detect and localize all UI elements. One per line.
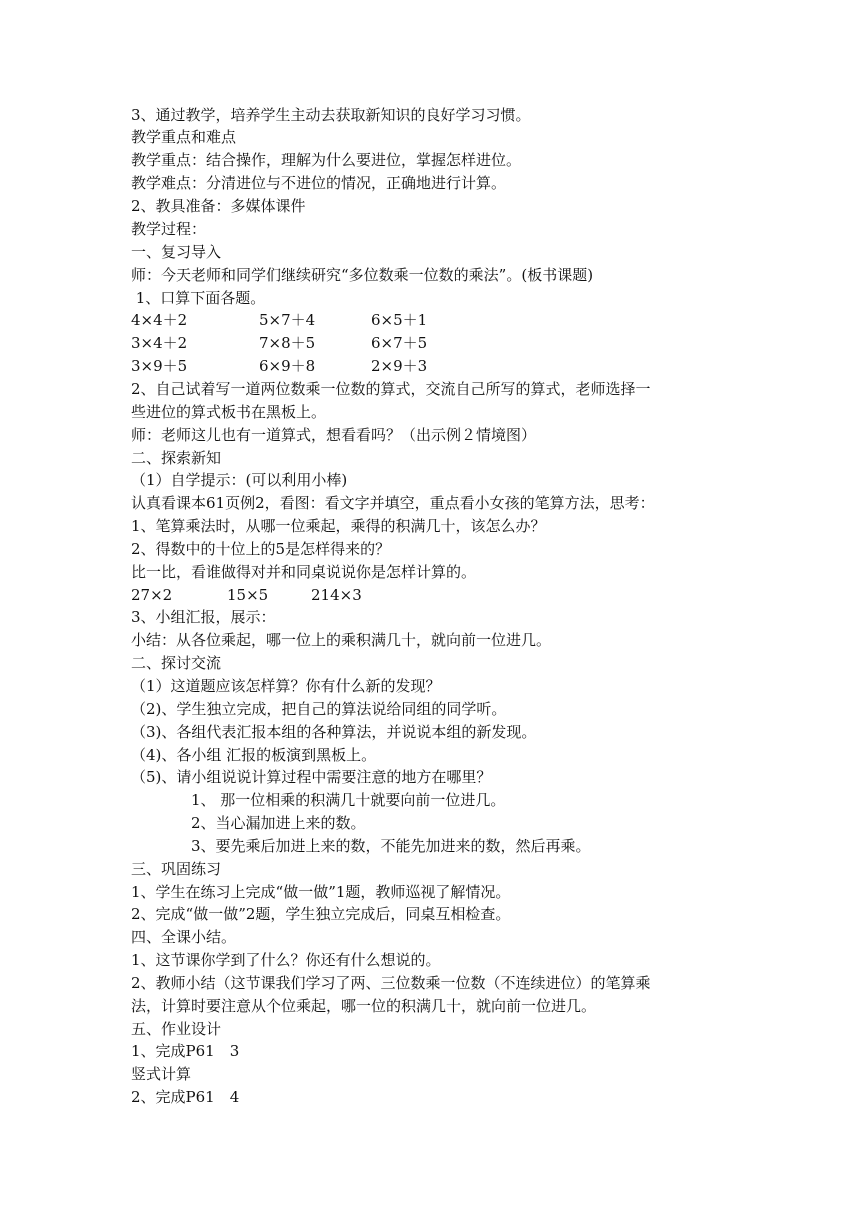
oral-calc-item: 3×4＋2 bbox=[131, 334, 188, 352]
text-line: 1、完成P61 3 bbox=[131, 1042, 240, 1060]
text-line: 1、学生在练习上完成“做一做”1题，教师巡视了解情况。 bbox=[131, 883, 511, 901]
section-heading: 五、作业设计 bbox=[131, 1020, 222, 1038]
oral-calc-item: 3×9＋5 bbox=[131, 357, 188, 375]
oral-calc-item: 2×9＋3 bbox=[371, 357, 428, 375]
oral-calc-item: 5×7＋4 bbox=[259, 311, 316, 329]
oral-calc-item: 6×7＋5 bbox=[371, 334, 428, 352]
text-line: 些进位的算式板书在黑板上。 bbox=[131, 403, 327, 421]
text-line: 2、自己试着写一道两位数乘一位数的算式，交流自己所写的算式，老师选择一 bbox=[131, 380, 651, 398]
text-line: 师：老师这儿也有一道算式，想看看吗？（出示例２情境图） bbox=[131, 426, 537, 444]
section-heading: 三、巩固练习 bbox=[131, 860, 222, 878]
text-line: 教学难点：分清进位与不进位的情况，正确地进行计算。 bbox=[131, 174, 507, 192]
text-line: 认真看课本61页例2，看图：看文字并填空，重点看小女孩的笔算方法，思考： bbox=[131, 494, 655, 512]
oral-calc-item: 7×8＋5 bbox=[259, 334, 316, 352]
text-line: （4)、各小组 汇报的板演到黑板上。 bbox=[131, 746, 377, 764]
text-line: （1）自学提示：(可以利用小棒) bbox=[131, 471, 348, 489]
note-item: 3、要先乘后加进上来的数，不能先加进来的数，然后再乘。 bbox=[191, 837, 591, 855]
text-line: 1、笔算乘法时，从哪一位乘起，乘得的积满几十，该怎么办？ bbox=[131, 517, 546, 535]
text-line: 法，计算时要注意从个位乘起，哪一位的积满几十，就向前一位进几。 bbox=[131, 997, 597, 1015]
text-line: 教学重点：结合操作，理解为什么要进位，掌握怎样进位。 bbox=[131, 151, 522, 169]
text-line: 比一比，看谁做得对并和同桌说说你是怎样计算的。 bbox=[131, 563, 477, 581]
text-line: 3、通过教学，培养学生主动去获取新知识的良好学习习惯。 bbox=[131, 106, 531, 124]
compare-calc-item: 27×2 bbox=[131, 586, 173, 604]
text-line: （2)、学生独立完成，把自己的算法说给同组的同学听。 bbox=[131, 700, 507, 718]
oral-calc-item: 6×9＋8 bbox=[259, 357, 316, 375]
text-line: （1）这道题应该怎样算？你有什么新的发现？ bbox=[131, 677, 441, 695]
section-heading: 教学过程： bbox=[131, 220, 207, 238]
oral-calc-item: 4×4＋2 bbox=[131, 311, 188, 329]
text-line: 2、教师小结（这节课我们学习了两、三位数乘一位数（不连续进位）的笔算乘 bbox=[131, 974, 651, 992]
text-line: 2、得数中的十位上的5是怎样得来的？ bbox=[131, 540, 391, 558]
compare-calc-item: 15×5 bbox=[227, 586, 269, 604]
text-line: （3)、各组代表汇报本组的各种算法，并说说本组的新发现。 bbox=[131, 723, 537, 741]
text-line: 2、教具准备：多媒体课件 bbox=[131, 197, 306, 215]
text-line: 师：今天老师和同学们继续研究“多位数乘一位数的乘法”。(板书课题) bbox=[131, 266, 594, 284]
text-line: 1、这节课你学到了什么？你还有什么想说的。 bbox=[131, 951, 441, 969]
note-item: 1、 那一位相乘的积满几十就要向前一位进几。 bbox=[191, 791, 506, 809]
text-line: 3、小组汇报，展示： bbox=[131, 608, 276, 626]
oral-calc-item: 6×5＋1 bbox=[371, 311, 428, 329]
section-heading: 教学重点和难点 bbox=[131, 128, 237, 146]
section-heading: 二、探索新知 bbox=[131, 449, 222, 467]
text-line: 小结：从各位乘起，哪一位上的乘积满几十，就向前一位进几。 bbox=[131, 631, 552, 649]
section-heading: 二、探讨交流 bbox=[131, 654, 222, 672]
note-item: 2、当心漏加进上来的数。 bbox=[191, 814, 366, 832]
text-line: 2、完成P61 4 bbox=[131, 1088, 240, 1106]
text-line: （5)、请小组说说计算过程中需要注意的地方在哪里？ bbox=[131, 768, 492, 786]
text-line: 2、完成“做一做”2题，学生独立完成后，同桌互相检查。 bbox=[131, 905, 511, 923]
section-heading: 四、全课小结。 bbox=[131, 928, 237, 946]
section-heading: 一、复习导入 bbox=[131, 243, 222, 261]
compare-calc-item: 214×3 bbox=[311, 586, 362, 604]
text-line: 竖式计算 bbox=[131, 1065, 192, 1083]
text-line: 1、口算下面各题。 bbox=[131, 289, 266, 307]
